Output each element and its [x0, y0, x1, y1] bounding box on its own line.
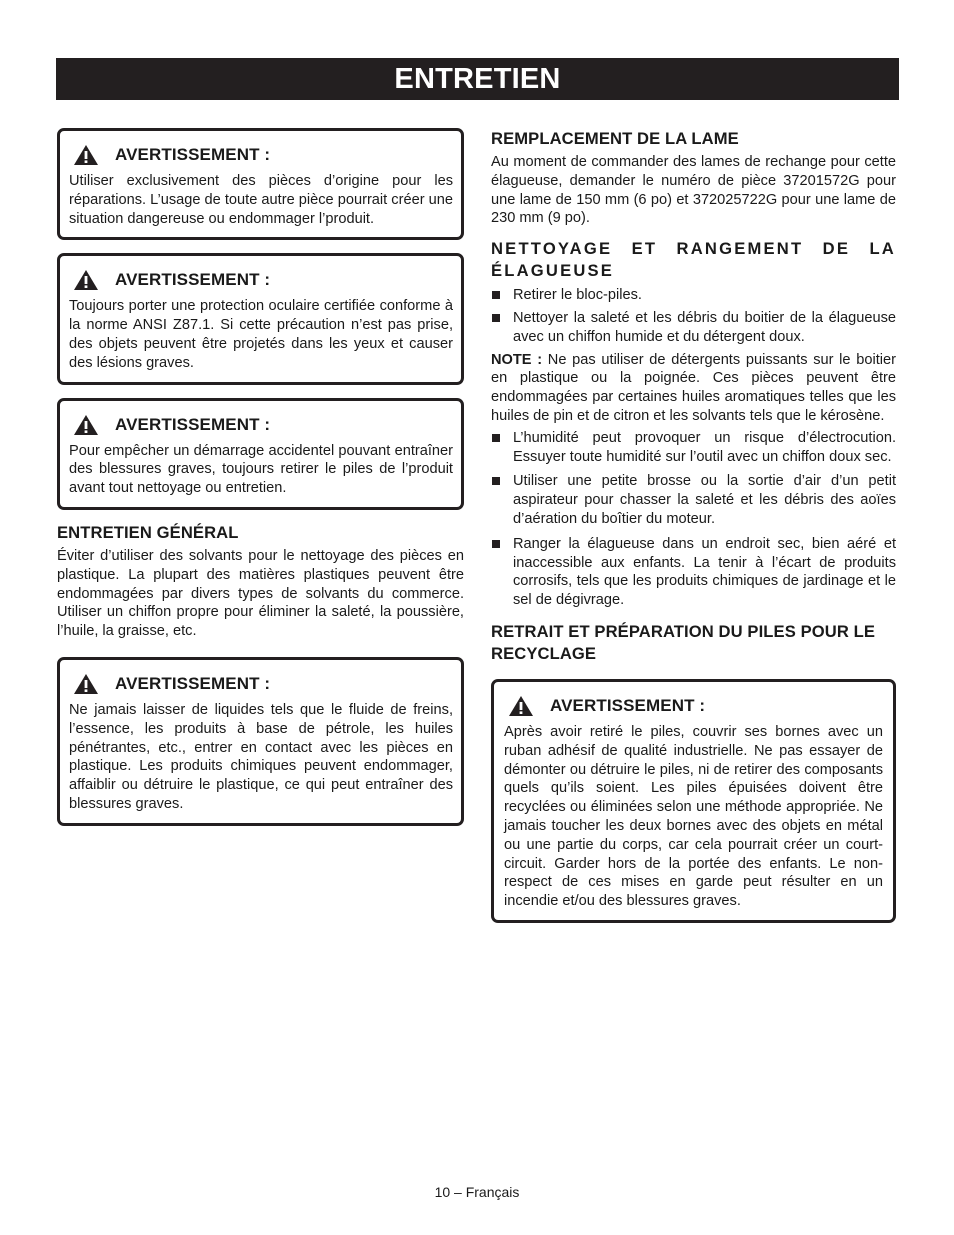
section-heading-cleaning: NETTOYAGE ET RANGEMENT DE LA ÉLAGUEUSE [491, 239, 896, 281]
warning-header [69, 672, 453, 696]
section-heading-general: ENTRETIEN GÉNÉRAL [57, 522, 239, 542]
warning-text: Après avoir retiré le piles, couvrir ses bornes avec un ruban adhésif de qualité industrielle. Ne pas essayer de démonter ou détruire le piles, ni de retirer des composants quels qu’ils soient. Les piles épuisées doivent être recyclées ou éliminées selon une méthode appropriée. Ne jamais toucher les deux bornes avec des objets en métal ou une partie du corps, car cela pourrait créer un court-circuit. Garder hors de la portée des enfants. Le non-respect de ces mises en garde peut résulter en un incendie et/ou des blessures graves. [504, 723, 883, 910]
cleaning-bullets-b [491, 429, 896, 610]
warning-triangle-icon [73, 673, 99, 695]
warning-box-accidental-start [57, 398, 464, 510]
warning-header [69, 413, 453, 437]
square-bullet-icon [492, 477, 500, 485]
warning-triangle-icon [73, 414, 99, 436]
note-label: NOTE : [491, 351, 543, 368]
warning-box-eye-protection [57, 253, 464, 384]
warning-header [504, 694, 883, 718]
warning-title: AVERTISSEMENT : [115, 270, 271, 290]
page-title: ENTRETIEN [56, 58, 899, 100]
warning-box-liquids [57, 657, 464, 826]
warning-triangle-icon [73, 269, 99, 291]
warning-title: AVERTISSEMENT : [115, 145, 271, 164]
cleaning-bullets-a [491, 286, 896, 346]
note-text: Ne pas utiliser de détergents puissants sur le boitier en plastique ou la poignée. Ces pièces peuvent être endommagées par certaines huiles aromatiques telles que les huiles de pin et de citron et les solvants tels que le kérosène. [491, 351, 896, 424]
section-heading-blade: REMPLACEMENT DE LA LAME [491, 129, 739, 148]
section-text-general: Éviter d’utiliser des solvants pour le nettoyage des pièces en plastique. La plupart des matières plastiques peuvent être endommagées par divers types de solvants du commerce. Utiliser un chiffon propre pour éliminer la saleté, la poussière, l’huile, la graisse, etc. [57, 547, 464, 640]
list-item: Utiliser une petite brosse ou la sortie d’air d’un petit aspirateur pour chasser la saleté et les débris des aoïes d’aération du boîtier du moteur. [491, 472, 896, 528]
list-item: Ranger la élagueuse dans un endroit sec, bien aéré et inaccessible aux enfants. La tenir à l’écart de produits corrosifs, tels que les produits chimiques de jardinage et le sel de dégivrage. [491, 535, 896, 610]
warning-title: AVERTISSEMENT : [115, 414, 271, 434]
warning-text: Pour empêcher un démarrage accidentel pouvant entraîner des blessures graves, toujours retirer le piles de l’produit avant tout nettoyage ou entretien. [69, 442, 453, 497]
square-bullet-icon [492, 434, 500, 442]
cleaning-note [491, 351, 896, 426]
warning-header [69, 143, 453, 167]
page-footer: 10 – Français [434, 1184, 520, 1200]
right-column [491, 128, 896, 923]
list-item: Nettoyer la saleté et les débris du boitier de la élagueuse avec un chiffon humide et du détergent doux. [491, 309, 896, 347]
section-heading-recycling: RETRAIT ET PRÉPARATION DU PILES POUR LE RECYCLAGE [491, 621, 876, 663]
square-bullet-icon [492, 540, 500, 548]
warning-triangle-icon [73, 144, 99, 166]
warning-text: Utiliser exclusivement des pièces d’origine pour les réparations. L’usage de toute autre pièce pourrait créer une situation dangereuse ou endommager l’produit. [69, 173, 453, 227]
list-item: Retirer le bloc-piles. [491, 286, 896, 305]
warning-triangle-icon [508, 695, 534, 717]
warning-header [69, 268, 453, 292]
square-bullet-icon [492, 291, 500, 299]
warning-text: Ne jamais laisser de liquides tels que le fluide de freins, l’essence, les produits à base de pétrole, les huiles pénétrantes, etc., entrer en contact avec les pièces en plastique. Les produits chimiques peuvent endommager, affaiblir ou détruire le plastique, ce qui peut entraîner des blessures graves. [69, 701, 453, 812]
warning-box-genuine-parts [57, 128, 464, 240]
list-item: L’humidité peut provoquer un risque d’électrocution. Essuyer toute humidité sur l’outil avec un chiffon doux sec. [491, 429, 896, 467]
section-text-blade: Au moment de commander des lames de rechange pour cette élagueuse, demander le numéro de pièce 37201572G pour une lame de 150 mm (6 po) et 372025722G pour une lame de 230 mm (9 po). [491, 154, 896, 227]
warning-box-battery-recycling [491, 679, 896, 923]
warning-title: AVERTISSEMENT : [115, 673, 271, 693]
square-bullet-icon [492, 314, 500, 322]
warning-text: Toujours porter une protection oculaire certifiée conforme à la norme ANSI Z87.1. Si cette précaution n’est pas prise, des objets peuvent être projetés dans les yeux et causer des lésions graves. [69, 298, 453, 371]
warning-title: AVERTISSEMENT : [550, 695, 706, 715]
left-column [57, 128, 464, 826]
